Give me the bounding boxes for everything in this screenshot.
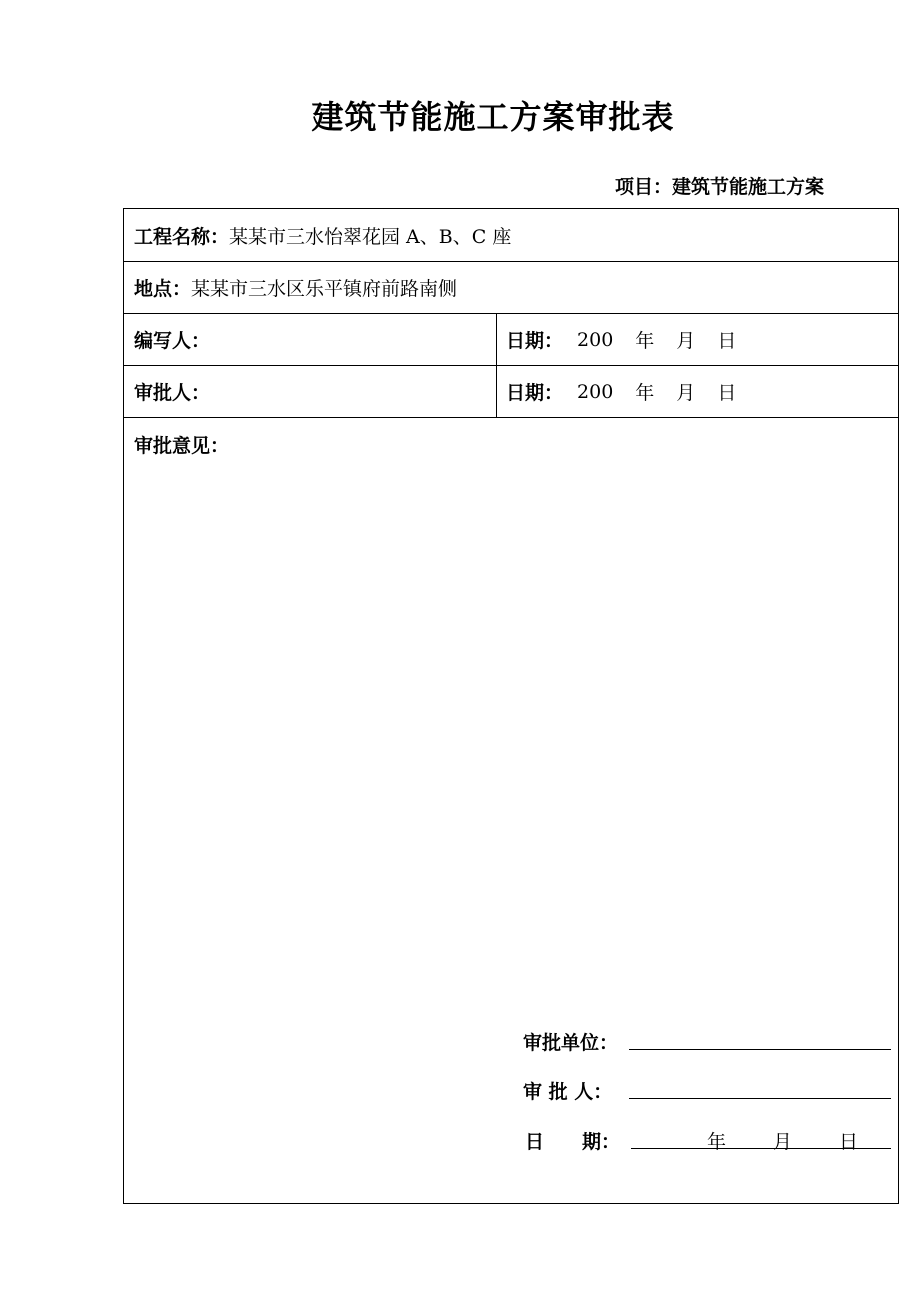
project-name-label: 工程名称： [134, 225, 230, 248]
writer-row [124, 314, 898, 366]
location-row [124, 262, 898, 314]
approver-date [506, 366, 736, 417]
approver-label: 审批人： [134, 382, 211, 404]
approver-date-year-prefix: 200 [577, 380, 614, 403]
approval-unit-label: 审批单位： [523, 1032, 619, 1054]
project-line [615, 172, 824, 199]
approver-row [124, 366, 898, 418]
approval-person-label: 审 批 人： [523, 1081, 613, 1103]
approver-date-label: 日期： [506, 382, 564, 404]
approval-date-year: 年 [707, 1131, 727, 1153]
writer-label: 编写人： [134, 330, 211, 352]
project-name-value: 某某市三水怡翠花园 A、B、C 座 [229, 225, 512, 248]
column-divider [496, 314, 497, 418]
approval-person-line [629, 1098, 891, 1099]
page-title: 建筑节能施工方案审批表 [311, 98, 675, 136]
approval-unit-line [629, 1049, 891, 1050]
location-label: 地点： [134, 278, 192, 300]
approval-form [123, 208, 899, 1204]
approval-date-month: 月 [773, 1131, 793, 1153]
project-label: 项目： [615, 176, 673, 198]
opinion-label: 审批意见： [134, 435, 230, 457]
approval-date-label: 日 期： [525, 1131, 621, 1153]
project-name-row [124, 209, 898, 262]
location-value: 某某市三水区乐平镇府前路南侧 [191, 278, 458, 300]
writer-date-year: 年 [635, 330, 655, 352]
writer-date-label: 日期： [506, 330, 564, 352]
approval-date-day: 日 [839, 1131, 859, 1153]
writer-date [506, 314, 736, 365]
approver-date-year: 年 [635, 382, 655, 404]
writer-date-month: 月 [676, 330, 696, 352]
approver-date-month: 月 [676, 382, 696, 404]
writer-date-year-prefix: 200 [577, 328, 614, 351]
approver-date-day: 日 [717, 382, 737, 404]
writer-date-day: 日 [717, 330, 737, 352]
project-value: 建筑节能施工方案 [672, 176, 825, 198]
